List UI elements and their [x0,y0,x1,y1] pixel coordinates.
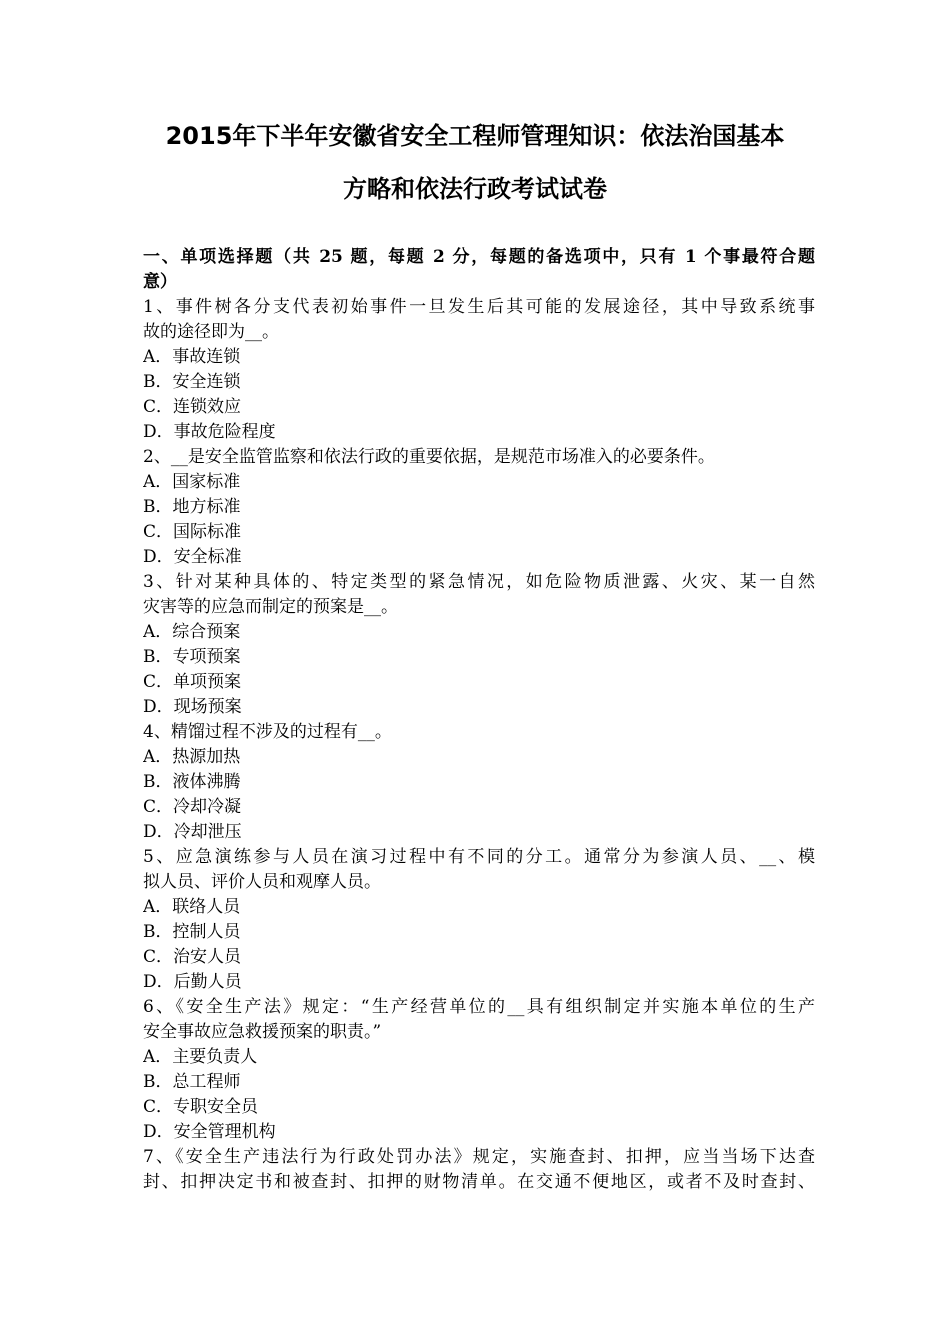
section-heading-continued: 意） [143,272,177,292]
question-3-option-b: B．专项预案 [143,647,241,667]
question-7-stem-continued: 封、扣押决定书和被查封、扣押的财物清单。在交通不便地区，或者不及时查封、 [143,1172,815,1192]
question-4-option-d: D．冷却泄压 [143,822,242,842]
question-2-option-c: C．国际标准 [143,522,242,542]
document-title-line-1: 2015年下半年安徽省安全工程师管理知识：依法治国基本 [165,122,785,150]
question-1-option-a: A．事故连锁 [143,347,241,367]
question-1-stem: 1、事件树各分支代表初始事件一旦发生后其可能的发展途径，其中导致系统事 [143,297,815,317]
question-1-option-d: D．事故危险程度 [143,422,276,442]
question-6-option-b: B．总工程师 [143,1072,241,1092]
question-6-option-a: A．主要负责人 [143,1047,258,1067]
question-5-option-c: C．治安人员 [143,947,242,967]
question-6-stem: 6、《安全生产法》规定：“生产经营单位的__具有组织制定并实施本单位的生产 [143,997,815,1017]
section-heading: 一、单项选择题（共 25 题，每题 2 分，每题的备选项中，只有 1 个事最符合题 [143,247,815,267]
question-2-option-a: A．国家标准 [143,472,241,492]
question-5-stem: 5、应急演练参与人员在演习过程中有不同的分工。通常分为参演人员、__、模 [143,847,815,867]
question-4-option-c: C．冷却冷凝 [143,797,242,817]
question-6-stem-continued: 安全事故应急救援预案的职责。” [143,1022,382,1042]
document-title-line-2: 方略和依法行政考试试卷 [343,175,607,203]
question-5-option-d: D．后勤人员 [143,972,242,992]
question-4-stem: 4、精馏过程不涉及的过程有__。 [143,722,392,742]
question-2-stem: 2、__是安全监管监察和依法行政的重要依据，是规范市场准入的必要条件。 [143,447,715,467]
question-1-option-c: C．连锁效应 [143,397,242,417]
question-3-option-c: C．单项预案 [143,672,242,692]
question-2-option-b: B．地方标准 [143,497,241,517]
question-2-option-d: D．安全标准 [143,547,242,567]
question-4-option-a: A．热源加热 [143,747,241,767]
question-3-option-a: A．综合预案 [143,622,241,642]
question-5-stem-continued: 拟人员、评价人员和观摩人员。 [143,872,381,892]
question-7-stem: 7、《安全生产违法行为行政处罚办法》规定，实施查封、扣押，应当当场下达查 [143,1147,815,1167]
exam-body [143,245,815,1195]
question-5-option-b: B．控制人员 [143,922,241,942]
question-3-stem: 3、针对某种具体的、特定类型的紧急情况，如危险物质泄露、火灾、某一自然 [143,572,815,592]
question-4-option-b: B．液体沸腾 [143,772,241,792]
question-3-stem-continued: 灾害等的应急而制定的预案是__。 [143,597,398,617]
question-3-option-d: D．现场预案 [143,697,242,717]
question-1-option-b: B．安全连锁 [143,372,241,392]
question-6-option-d: D．安全管理机构 [143,1122,276,1142]
question-1-stem-continued: 故的途径即为__。 [143,322,279,342]
question-6-option-c: C．专职安全员 [143,1097,259,1117]
question-5-option-a: A．联络人员 [143,897,241,917]
